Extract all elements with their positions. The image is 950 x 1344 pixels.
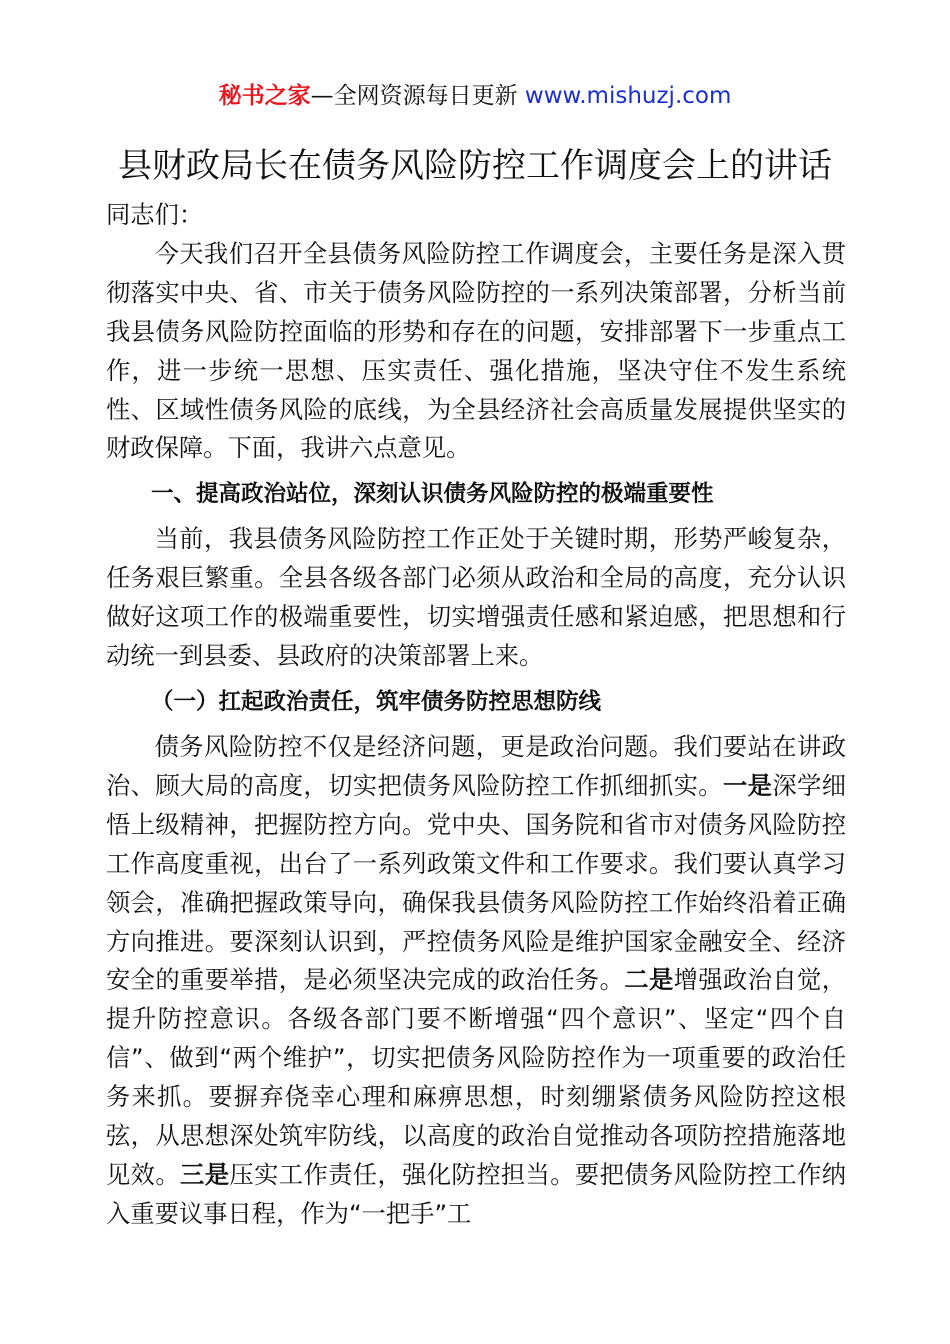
intro-paragraph: 今天我们召开全县债务风险防控工作调度会，主要任务是深入贯彻落实中央、省、市关于债务风险防控的一系列决策部署，分析当前我县债务风险防控面临的形势和存在的问题，安排部署下一步重点工作，进一步统一思想、压实责任、强化措施，坚决守住不发生系统性、区域性债务风险的底线，为全县经济社会高质量发展提供坚实的财政保障。下面，我讲六点意见。 bbox=[106, 238, 846, 463]
point-marker-2: 二是 bbox=[624, 965, 674, 995]
site-url[interactable]: www.mishuzj.com bbox=[524, 83, 732, 109]
document-title: 县财政局长在债务风险防控工作调度会上的讲话 bbox=[118, 146, 832, 186]
section-heading: 一、提高政治站位，深刻认识债务风险防控的极端重要性 bbox=[151, 481, 714, 508]
paragraph-text: 增强政治自觉，提升防控意识。各级各部门要不断增强“四个意识”、坚定“四个自信”、做到“两个维护”，切实把债务风险防控作为一项重要的政治任务来抓。要摒弃侥幸心理和麻痹思想，时刻绷紧债务风险防控这根弦，从思想深处筑牢防线，以高度的政治自觉推动各项防控措施落地见效。 bbox=[106, 965, 846, 1189]
document-body bbox=[106, 196, 846, 1234]
site-header bbox=[0, 80, 950, 112]
paragraph-text: 压实工作责任，强化防控担当。要把债务风险防控工作纳入重要议事日程，作为“一把手”工 bbox=[106, 1159, 847, 1228]
greeting: 同志们： bbox=[106, 200, 204, 229]
section-paragraph: 当前，我县债务风险防控工作正处于关键时期，形势严峻复杂，任务艰巨繁重。全县各级各部门必须从政治和全局的高度，充分认识做好这项工作的极端重要性，切实增强责任感和紧迫感，把思想和行动统一到县委、县政府的决策部署上来。 bbox=[106, 524, 846, 671]
point-marker-1: 一是 bbox=[722, 770, 773, 800]
header-tagline: —全网资源每日更新 bbox=[310, 83, 525, 109]
subsection-paragraph bbox=[106, 728, 846, 1234]
point-marker-3: 三是 bbox=[180, 1159, 230, 1189]
brand-name: 秘书之家 bbox=[218, 83, 311, 109]
paragraph-text: 债务风险防控不仅是经济问题，更是政治问题。我们要站在讲政治、顾大局的高度，切实把债务风险防控工作抓细抓实。 bbox=[106, 731, 846, 800]
paragraph-text: 深学细悟上级精神，把握防控方向。党中央、国务院和省市对债务风险防控工作高度重视，出台了一系列政策文件和工作要求。我们要认真学习领会，准确把握政策导向，确保我县债务风险防控工作始终沿着正确方向推进。要深刻认识到，严控债务风险是维护国家金融安全、经济安全的重要举措，是必须坚决完成的政治任务。 bbox=[106, 770, 846, 995]
subsection-heading: （一）扛起政治责任，筑牢债务防控思想防线 bbox=[151, 688, 602, 715]
